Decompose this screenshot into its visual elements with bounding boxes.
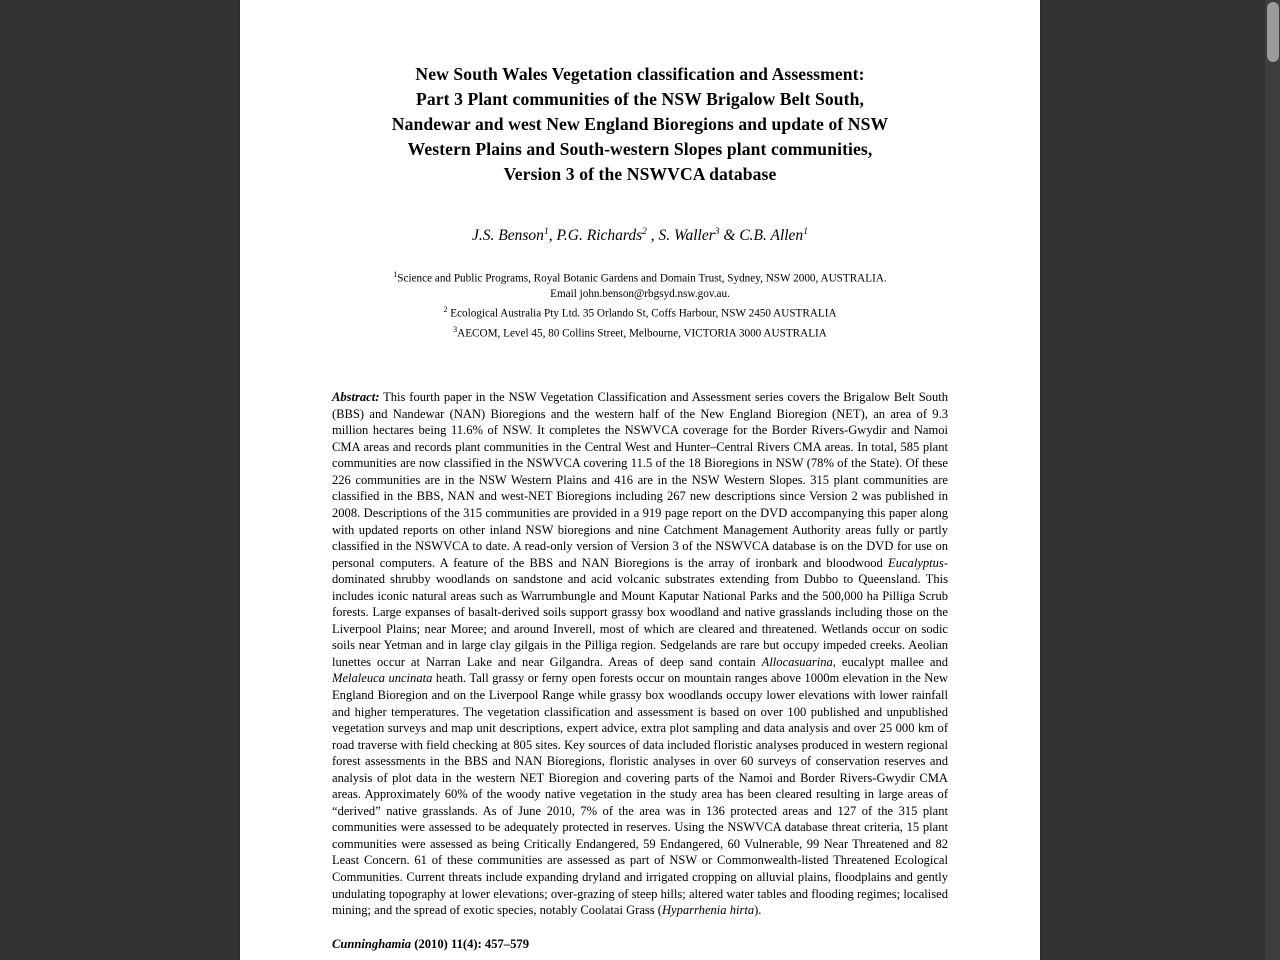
scrollbar-thumb[interactable] xyxy=(1267,2,1279,62)
citation-details: (2010) 11(4): 457–579 xyxy=(411,936,529,951)
affiliations xyxy=(332,267,948,342)
title-line-3: Nandewar and west New England Bioregions and update of NSW xyxy=(391,114,889,134)
abstract-italic-1: Eucalyptus xyxy=(888,555,944,570)
title-line-4: Western Plains and South-western Slopes plant communities, xyxy=(407,139,873,159)
abstract-paragraph xyxy=(332,389,948,919)
abstract-text-2: -dominated shrubby woodlands on sandstone and acid volcanic substrates extending from Dubbo to Queensland. This includes iconic natural areas such as Warrumbungle and Mount Kaputar National Parks and the 500,000 ha Pilliga Scrub forests. Large expanses of basalt-derived soils support grassy box woodland and native grasslands including those on the Liverpool Plains; near Moree; and around Inverell, most of which are cleared and threatened. Wetlands occur on sodic soils near Yetman and in large clay gilgais in the Pilliga region. Sedgelands are rare but occupy impeded creeks. Aeolian lunettes occur at Narran Lake and near Gilgandra. Areas of deep sand contain xyxy=(332,555,948,669)
title-line-2: Part 3 Plant communities of the NSW Brigalow Belt South, xyxy=(415,89,865,109)
affiliation-3: $^3$AECOM, Level 45, 80 Collins Street, Melbourne, VICTORIA 3000 AUSTRALIA xyxy=(453,325,827,340)
abstract-italic-3: Melaleuca uncinata xyxy=(332,671,433,686)
abstract-italic-4: Hyparrhenia hirta xyxy=(661,903,755,918)
abstract-text-1: This fourth paper in the NSW Vegetation Classification and Assessment series covers the Brigalow Belt South (BBS) and Nandewar (NAN) Bioregions and the western half of the New England Bioregion (NET), an area of 9.3 million hectares being 11.6% of NSW. It completes the NSWVCA coverage for the Border Rivers-Gwydir and Namoi CMA areas and records plant communities in the Central West and Hunter–Central Rivers CMA areas. In total, 585 plant communities are now classified in the NSWVCA covering 11.5 of the 18 Bioregions in NSW (78% of the State). Of these 226 communities are in the NSW Western Plains and 416 are in the NSW Western Slopes. 315 plant communities are classified in the BBS, NAN and west-NET Bioregions including 267 new descriptions since Version 2 was published in 2008. Descriptions of the 315 communities are provided in a 919 page report on the DVD accompanying this paper along with updated reports on other inland NSW bioregions and nine Catchment Management Authority areas fully or partly classified in the NSWVCA to date. A read-only version of Version 3 of the NSWVCA database is on the DVD for use on personal computers. A feature of the BBS and NAN Bioregions is the array of ironbark and bloodwood xyxy=(332,390,948,570)
title-line-5: Version 3 of the NSWVCA database xyxy=(503,164,777,184)
affiliation-email: Email john.benson@rbgsyd.nsw.gov.au. xyxy=(550,288,730,301)
affiliation-1: $^1$Science and Public Programs, Royal Botanic Gardens and Domain Trust, Sydney, NSW 2000, AUSTRALIA. xyxy=(393,270,887,285)
abstract-label: Abstract: xyxy=(332,390,380,405)
affiliation-2: $^2$ Ecological Australia Pty Ltd. 35 Orlando St, Coffs Harbour, NSW 2450 AUSTRALIA xyxy=(443,305,837,321)
document-page xyxy=(240,0,1040,960)
citation-line xyxy=(332,937,948,952)
author-names: J.S. Benson$^1$, P.G. Richards$^2$ , S. Waller$^3$ & C.B. Allen$^1$ xyxy=(472,227,808,245)
abstract-text-3: , eucalypt mallee and xyxy=(832,654,948,669)
author-list xyxy=(332,227,948,245)
page-title xyxy=(332,62,948,187)
abstract-text-5: ). xyxy=(754,903,762,918)
abstract-text-4: heath. Tall grassy or ferny open forests occur on mountain ranges above 1000m elevation in the New England Bioregion and on the Liverpool Range while grassy box woodlands occupy lower elevations with lower rainfall and higher temperatures. The vegetation classification and assessment is based on over 100 published and unpublished vegetation surveys and map unit descriptions, expert advice, extra plot sampling and data analysis and over 25 000 km of road traverse with field checking at 805 sites. Key sources of data included floristic analyses produced in western regional forest assessments in the BBS and NAN Bioregions, floristic analyses in over 60 surveys of conservation reserves and analysis of plot data in the western NET Bioregion and covering parts of the Namoi and Border Rivers-Gwydir CMA areas. Approximately 60% of the woody native vegetation in the study area has been cleared resulting in large areas of “derived” native grasslands. As of June 2010, 7% of the area was in 136 protected areas and 127 of the 315 plant communities were assessed to be adequately protected in reserves. Using the NSWVCA database threat criteria, 15 plant communities were assessed as being Critically Endangered, 59 Endangered, 60 Vulnerable, 99 Near Threatened and 82 Least Concern. 61 of these communities are assessed as part of NSW or Commonwealth-listed Threatened Ecological Communities. Current threats include expanding dryland and irrigated cropping on alluvial plains, floodplains and gently undulating topography at lower elevations; over-grazing of steep hills; altered water tables and flooding regimes; localised mining; and the spread of exotic species, notably Coolatai Grass ( xyxy=(332,671,949,918)
scrollbar[interactable] xyxy=(1265,0,1280,960)
title-line-1: New South Wales Vegetation classification and Assessment: xyxy=(415,64,865,84)
abstract-italic-2: Allocasuarina xyxy=(761,654,833,669)
citation-journal: Cunninghamia xyxy=(332,936,412,951)
